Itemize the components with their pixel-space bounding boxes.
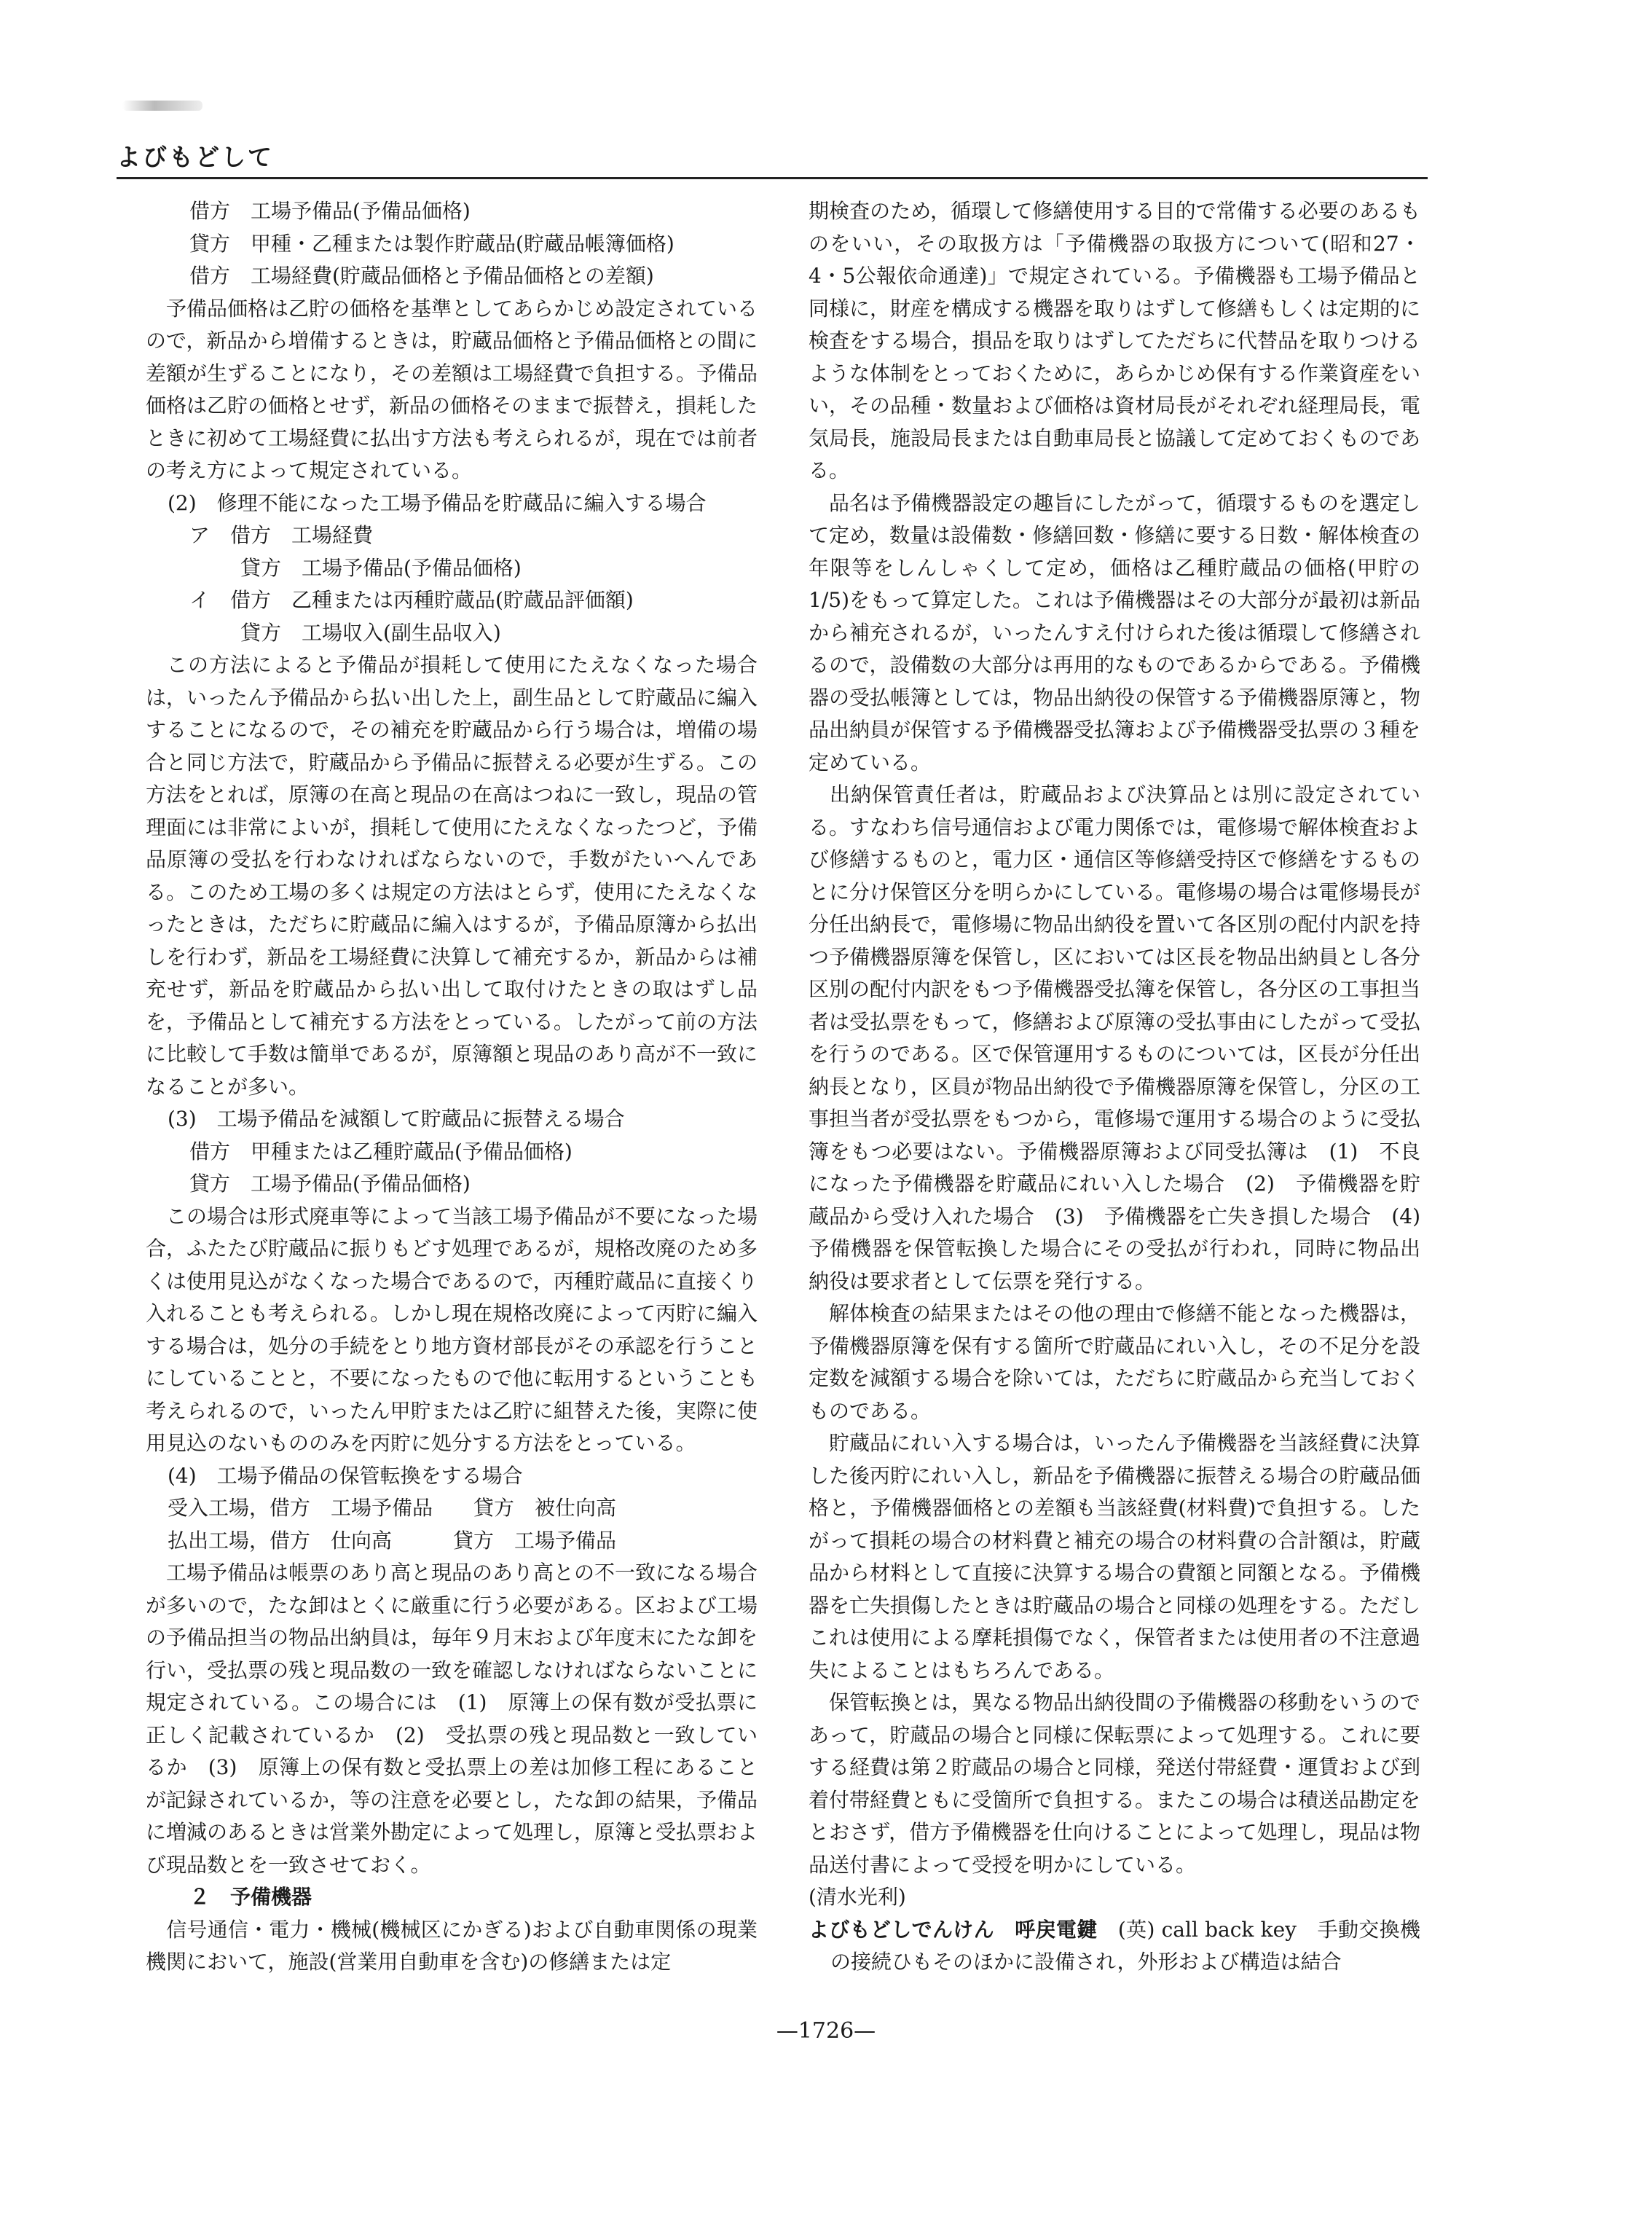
left-column-paragraph: (3) 工場予備品を減額して貯蔵品に振替える場合 bbox=[168, 1107, 625, 1131]
left-column-paragraph: (4) 工場予備品の保管転換をする場合 bbox=[168, 1463, 523, 1488]
left-column-paragraph: 借方 工場経費(貯蔵品価格と予備品価格との差額) bbox=[189, 264, 654, 288]
right-column-paragraph: 出納保管責任者は，貯蔵品および決算品とは別に設定されている。すなわち信号通信および電力関係では，電修場で解体検査および修繕するものと，電力区・通信区等修繕受持区で修繕をするものとに分け保管区分を明らかにしている。電修場の場合は電修場長が分任出納長で，電修場に物品出納役を置いて各区別の配付内訳を持つ予備機器原簿を保管し，区においては区長を物品出納員とし各分区別の配付内訳をもつ予備機器受払簿を保管し，各分区の工事担当者は受払票をもって，修繕および原簿の受払事由にしたがって受払を行うのである。区で保管運用するものについては，区長が分任出納長となり，区員が物品出納役で予備機器原簿を保管し，分区の工事担当者が受払票をもつから，電修場で運用する場合のように受払簿をもつ必要はない。予備機器原簿および同受払簿は (1) 不良になった予備機器を貯蔵品にれい入した場合 (2) 予備機器を貯蔵品から受け入れた場合 (3) 予備機器を亡失き損した場合 (4) 予備機器を保管転換した場合にその受払が行われ，同時に物品出納役は要求者として伝票を発行する。 bbox=[809, 783, 1441, 1293]
left-column-paragraph: 借方 甲種または乙種貯蔵品(予備品価格) bbox=[189, 1139, 573, 1164]
entry-body: 手動交換機の接続ひもそのほかに設備され，外形および構造は結合 bbox=[830, 1917, 1420, 1974]
page-number: —1726— bbox=[776, 2018, 876, 2044]
header-rule bbox=[117, 177, 1428, 179]
right-column-paragraph: 貯蔵品にれい入する場合は，いったん予備機器を当該経費に決算した後丙貯にれい入し，新品を予備機器に振替える場合の貯蔵品価格と，予備機器価格との差額も当該経費(材料費)で負担する。したがって損耗の場合の材料費と補充の場合の材料費の合計額は，貯蔵品から材料として直接に決算する場合の費額と同額となる。予備機器を亡失損傷したときは貯蔵品の場合と同様の処理をする。ただしこれは使用による摩耗損傷でなく，保管者または使用者の不注意過失によることはもちろんである。 bbox=[809, 1431, 1421, 1682]
entry-kanji: 呼戻電鍵 bbox=[1015, 1917, 1098, 1942]
scan-smudge bbox=[122, 101, 202, 111]
left-column-paragraph: ア 借方 工場経費 bbox=[189, 523, 374, 547]
left-column-paragraph: 払出工場，借方 仕向高 貸方 工場予備品 bbox=[168, 1528, 617, 1553]
left-column-paragraph: この場合は形式廃車等によって当該工場予備品が不要になった場合，ふたたび貯蔵品に振りもどす処理であるが，規格改廃のため多くは使用見込がなくなった場合であるので，丙種貯蔵品に直接くり入れることも考えられる。しかし現在規格改廃によって丙貯に編入する場合は，処分の手続をとり地方資材部長がその承認を行うことにしていることと，不要になったもので他に転用するということも考えられるので，いったん甲貯または乙貯に組替えた後，実際に使用見込のないもののみを丙貯に処分する方法をとっている。 bbox=[146, 1204, 758, 1455]
left-column-paragraph: 貸方 工場予備品(予備品価格) bbox=[240, 555, 522, 580]
left-column-paragraph: 貸方 甲種・乙種または製作貯蔵品(貯蔵品帳簿価格) bbox=[189, 231, 674, 256]
left-column-paragraph: ２ 予備機器 bbox=[189, 1885, 312, 1909]
left-column-paragraph: 予備品価格は乙貯の価格を基準としてあらかじめ設定されているので，新品から増備するときは，貯蔵品価格と予備品価格との間に差額が生ずることになり，その差額は工場経費で負担する。予備品価格は乙貯の価格とせず，新品の価格そのままで振替え，損耗したときに初めて工場経費に払出す方法も考えられるが，現在では前者の考え方によって規定されている。 bbox=[146, 296, 758, 482]
left-column-paragraph: (2) 修理不能になった工場予備品を貯蔵品に編入する場合 bbox=[168, 490, 707, 515]
left-column-paragraph: 貸方 工場予備品(予備品価格) bbox=[189, 1172, 471, 1196]
running-head: よびもどして bbox=[117, 143, 274, 171]
left-column-paragraph: 受入工場，借方 工場予備品 貸方 被仕向高 bbox=[168, 1496, 617, 1520]
right-column bbox=[809, 195, 1441, 1979]
left-column-paragraph: 貸方 工場収入(副生品収入) bbox=[240, 620, 501, 645]
left-column-paragraph: イ 借方 乙種または丙種貯蔵品(貯蔵品評価額) bbox=[189, 588, 634, 612]
right-column-paragraph: 期検査のため，循環して修繕使用する目的で常備する必要のあるものをいい，その取扱方は「予備機器の取扱方について(昭和27・4・5公報依命通達)」で規定されている。予備機器も工場予備品と同様に，財産を構成する機器を取りはずして修繕もしくは定期的に検査をする場合，損品を取りはずしてただちに代替品を取りつけるような体制をとっておくために，あらかじめ保有する作業資産をいい，その品種・数量および価格は資材局長がそれぞれ経理局長，電気局長，施設局長または自動車局長と協議して定めておくものである。 bbox=[809, 199, 1421, 482]
left-column bbox=[146, 195, 758, 1979]
left-column-paragraph: この方法によると予備品が損耗して使用にたえなくなった場合は，いったん予備品から払い出した上，副生品として貯蔵品に編入することになるので，その補充を貯蔵品から行う場合は，増備の場合と同じ方法で，貯蔵品から予備品に振替える必要が生ずる。この方法をとれば，原簿の在高と現品の在高はつねに一致し，現品の管理面には非常によいが，損耗して使用にたえなくなったつど，予備品原簿の受払を行わなければならないので，手数がたいへんである。このため工場の多くは規定の方法はとらず，使用にたえなくなったときは，ただちに貯蔵品に編入はするが，予備品原簿から払出しを行わず，新品を工場経費に決算して補充するか，新品からは補充せず，新品を貯蔵品から払い出して取付けたときの取はずし品を，予備品として補充する方法をとっている。したがって前の方法に比較して手数は簡単であるが，原簿額と現品のあり高が不一致になることが多い。 bbox=[146, 653, 758, 1099]
right-column-paragraph: 品名は予備機器設定の趣旨にしたがって，循環するものを選定して定め，数量は設備数・修繕回数・修繕に要する日数・解体検査の年限等をしんしゃくして定め，価格は乙種貯蔵品の価格(甲貯の1/5)をもって算定した。これは予備機器はその大部分が最初は新品から補充されるが，いったんすえ付けられた後は循環して修繕されるので，設備数の大部分は再用的なものであるからである。予備機器の受払帳簿としては，物品出納役の保管する予備機器原簿と，物品出納員が保管する予備機器受払簿および予備機器受払票の３種を定めている。 bbox=[809, 490, 1421, 774]
left-column-paragraph: 借方 工場予備品(予備品価格) bbox=[189, 199, 471, 223]
left-column-paragraph: 工場予備品は帳票のあり高と現品のあり高との不一致になる場合が多いので，たな卸はとくに厳重に行う必要がある。区および工場の予備品担当の物品出納員は，毎年９月末および年度末にたな卸を行い，受払票の残と現品数の一致を確認しなければならないことに規定されている。この場合には (1) 原簿上の保有数が受払票に正しく記載されているか (2) 受払票の残と現品数と一致しているか (3) 原簿上の保有数と受払票上の差は加修工程にあることが記録されているか，等の注意を必要とし，たな卸の結果，予備品に増減のあるときは営業外勘定によって処理し，原簿と受払票および現品数とを一致させておく。 bbox=[146, 1561, 758, 1877]
entry-headword: よびもどしでんけん bbox=[809, 1917, 994, 1942]
right-column-paragraph: 保管転換とは，異なる物品出納役間の予備機器の移動をいうのであって，貯蔵品の場合と同様に保転票によって処理する。これに要する経費は第２貯蔵品の場合と同様，発送付帯経費・運賃および到着付帯経費ともに受箇所で負担する。またこの場合は積送品勘定をとおさず，借方予備機器を仕向けることによって処理し，現品は物品送付書によって受授を明かにしている。 bbox=[809, 1690, 1421, 1877]
right-column-paragraph: (清水光利) bbox=[809, 1885, 906, 1909]
dictionary-entry bbox=[809, 1914, 1420, 1979]
entry-english: (英) call back key bbox=[1117, 1917, 1297, 1942]
right-column-paragraph: 解体検査の結果またはその他の理由で修繕不能となった機器は，予備機器原簿を保有する箇所で貯蔵品にれい入し，その不足分を設定数を減額する場合を除いては，ただちに貯蔵品から充当しておくものである。 bbox=[809, 1301, 1421, 1423]
left-column-paragraph: 信号通信・電力・機械(機械区にかぎる)および自動車関係の現業機関において，施設(営業用自動車を含む)の修繕または定 bbox=[146, 1917, 758, 1974]
